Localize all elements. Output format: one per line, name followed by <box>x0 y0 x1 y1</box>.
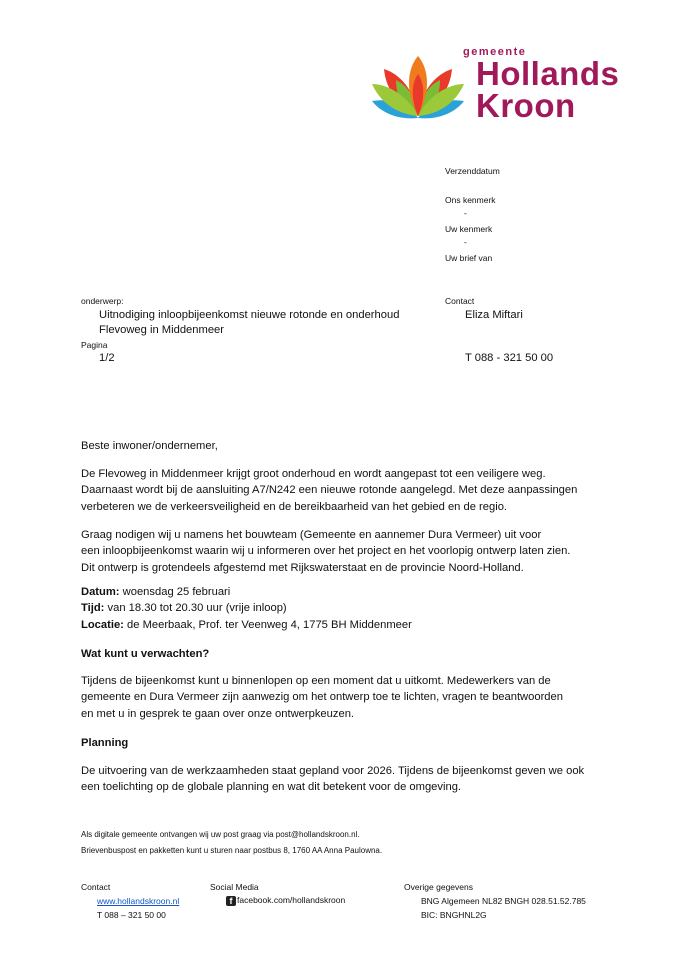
event-location <box>81 617 601 633</box>
heading-expectations: Wat kunt u verwachten? <box>81 648 210 660</box>
footer-note-post: Brievenbuspost en pakketten kunt u sturen naar postbus 8, 1760 AA Anna Paulowna. <box>81 846 383 855</box>
subject-line-2: Flevoweg in Middenmeer <box>99 324 224 336</box>
paragraph-line: verbeteren we de verkeersveiligheid en de bereikbaarheid van het gebied en de regio. <box>81 500 508 513</box>
paragraph-line: Dit ontwerp is grotendeels afgestemd met Rijkswaterstaat en de provincie Noord-Holland. <box>81 561 524 574</box>
pagina-value: 1/2 <box>99 352 115 364</box>
pagina-label: Pagina <box>81 340 108 350</box>
paragraph-intro <box>81 466 601 515</box>
paragraph-line: De uitvoering van de werkzaamheden staat gepland voor 2026. Tijdens de bijeenkomst geven we ook <box>81 765 585 777</box>
date-label: Datum: <box>81 586 120 598</box>
paragraph-line: een toelichting op de globale planning en wat dit betekent voor de omgeving. <box>81 781 462 794</box>
footer-social-label: Social Media <box>210 882 259 892</box>
time-label: Tijd: <box>81 602 105 615</box>
heading-planning: Planning <box>81 737 129 749</box>
uw-kenmerk-label: Uw kenmerk <box>445 224 493 234</box>
paragraph-line: Daarnaast wordt bij de aansluiting A7/N242 een nieuwe rotonde aangelegd. Met deze aanpassingen <box>81 484 578 497</box>
paragraph-line: gemeente en Dura Vermeer zijn aanwezig om het ontwerp toe te lichten, vragen te beantwoorden <box>81 691 563 704</box>
subject-label: onderwerp: <box>81 296 124 306</box>
uw-brief-van-label: Uw brief van <box>445 253 493 263</box>
lotus-flower-icon <box>370 54 466 120</box>
time-value: van 18.30 tot 20.30 uur (vrije inloop) <box>104 602 287 615</box>
footer-bank: BNG Algemeen NL82 BNGH 028.51.52.785 <box>421 896 586 906</box>
paragraph-expectations <box>81 673 601 722</box>
contact-phone: T 088 - 321 50 00 <box>465 352 554 364</box>
salutation: Beste inwoner/ondernemer, <box>81 440 218 452</box>
footer-phone: T 088 – 321 50 00 <box>97 910 166 920</box>
footer-facebook[interactable] <box>226 895 345 906</box>
location-label: Locatie: <box>81 618 124 631</box>
contact-label: Contact <box>445 296 475 306</box>
verzenddatum-label: Verzenddatum <box>445 166 500 176</box>
paragraph-line: Tijdens de bijeenkomst kunt u binnenlopen op een moment dat u uitkomt. Medewerkers van de <box>81 675 551 687</box>
footer-overige-label: Overige gegevens <box>404 882 473 892</box>
facebook-link-text: facebook.com/hollandskroon <box>237 895 346 905</box>
ons-kenmerk-value: - <box>464 208 467 218</box>
ons-kenmerk-label: Ons kenmerk <box>445 195 496 205</box>
paragraph-invitation <box>81 527 601 576</box>
footer-bic: BIC: BNGHNL2G <box>421 910 487 920</box>
footer-website-link[interactable]: www.hollandskroon.nl <box>97 896 180 906</box>
paragraph-line: een inloopbijeenkomst waarin wij u informeren over het project en het voorlopig ontwerp laten zien. <box>81 545 571 558</box>
paragraph-line: Graag nodigen wij u namens het bouwteam (Gemeente en aannemer Dura Vermeer) uit voor <box>81 529 542 541</box>
logo-hollands-text: Hollands <box>476 55 620 92</box>
paragraph-planning <box>81 763 601 796</box>
footer-note-digital: Als digitale gemeente ontvangen wij uw post graag via post@hollandskroon.nl. <box>81 830 360 839</box>
event-date <box>81 584 601 600</box>
paragraph-line: en met u in gesprek te gaan over onze ontwerpkeuzen. <box>81 707 355 720</box>
logo-kroon-text: Kroon <box>476 87 576 124</box>
location-value: de Meerbaak, Prof. ter Veenweg 4, 1775 BH Middenmeer <box>123 618 412 631</box>
date-value: woensdag 25 februari <box>119 586 231 598</box>
event-details <box>81 584 601 633</box>
logo-gemeente-text: gemeente <box>463 46 527 58</box>
uw-kenmerk-value: - <box>464 237 467 247</box>
event-time <box>81 600 601 616</box>
footer-contact-label: Contact <box>81 882 111 892</box>
subject-line-1: Uitnodiging inloopbijeenkomst nieuwe rotonde en onderhoud <box>99 309 400 321</box>
facebook-icon: f <box>226 896 236 906</box>
paragraph-line: De Flevoweg in Middenmeer krijgt groot onderhoud en wordt aangepast tot een veiligere weg. <box>81 468 546 480</box>
contact-name: Eliza Miftari <box>465 309 523 321</box>
